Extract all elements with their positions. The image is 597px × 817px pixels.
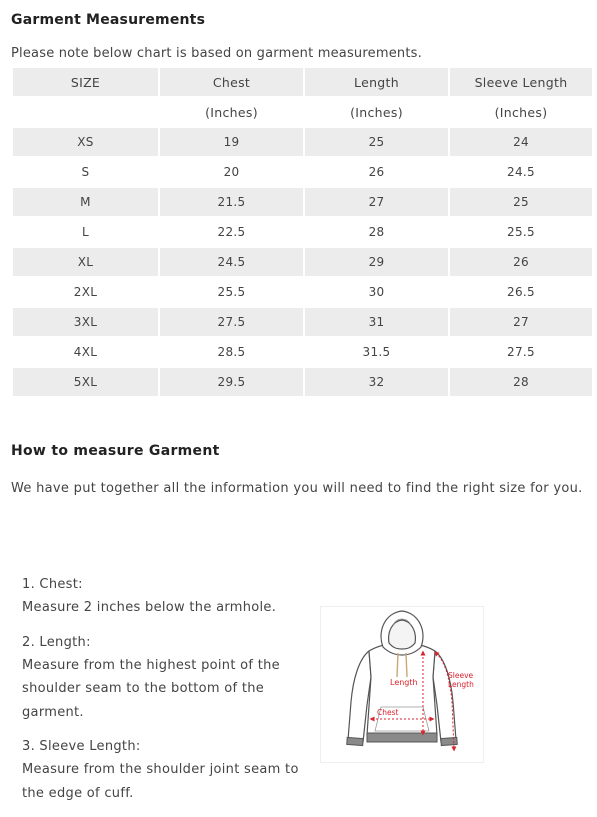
measure-intro: We have put together all the information you will need to find the right size for you. [11, 481, 583, 496]
units-length: (Inches) [304, 97, 449, 127]
units-sleeve-length: (Inches) [449, 97, 593, 127]
cell-size: 2XL [12, 277, 159, 307]
table-row [12, 187, 593, 217]
sleeve-label-line1: Sleeve [448, 671, 474, 680]
cell-sleeve-length: 24.5 [449, 157, 593, 187]
cell-size: XS [12, 127, 159, 157]
cell-chest: 27.5 [159, 307, 304, 337]
step-sleeve-length [22, 736, 312, 805]
table-row [12, 247, 593, 277]
cell-sleeve-length: 26.5 [449, 277, 593, 307]
cell-size: 3XL [12, 307, 159, 337]
cell-size: M [12, 187, 159, 217]
table-row [12, 157, 593, 187]
cell-length: 31.5 [304, 337, 449, 367]
hoodie-diagram [321, 607, 483, 762]
cell-length: 25 [304, 127, 449, 157]
header-size: SIZE [12, 67, 159, 97]
cell-length: 29 [304, 247, 449, 277]
cell-size: 4XL [12, 337, 159, 367]
waist-rib [367, 733, 437, 742]
sleeve-label-line2: Length [448, 680, 474, 689]
table-header-row [12, 67, 593, 97]
cell-chest: 19 [159, 127, 304, 157]
left-cuff [347, 737, 363, 745]
step-desc: Measure from the shoulder joint seam to the edge of cuff. [22, 762, 299, 801]
header-sleeve-length: Sleeve Length [449, 67, 593, 97]
cell-sleeve-length: 28 [449, 367, 593, 397]
drawstring-right [406, 653, 407, 677]
table-row [12, 307, 593, 337]
step-label: 3. Sleeve Length: [22, 739, 141, 754]
cell-sleeve-length: 27.5 [449, 337, 593, 367]
cell-sleeve-length: 25 [449, 187, 593, 217]
chest-label: Chest [377, 708, 399, 717]
measure-steps [22, 574, 312, 817]
cell-length: 30 [304, 277, 449, 307]
drawstring-left [397, 653, 398, 677]
hoodie-measurement-figure [320, 606, 484, 763]
cell-size: XL [12, 247, 159, 277]
cell-size: S [12, 157, 159, 187]
cell-sleeve-length: 25.5 [449, 217, 593, 247]
chart-note: Please note below chart is based on garment measurements. [11, 46, 422, 61]
cell-sleeve-length: 24 [449, 127, 593, 157]
cell-chest: 29.5 [159, 367, 304, 397]
right-cuff [441, 737, 457, 745]
step-label: 2. Length: [22, 634, 91, 650]
cell-size: 5XL [12, 367, 159, 397]
cell-chest: 25.5 [159, 277, 304, 307]
table-row [12, 337, 593, 367]
step-chest [22, 574, 312, 620]
cell-length: 26 [304, 157, 449, 187]
cell-chest: 28.5 [159, 337, 304, 367]
cell-size: L [12, 217, 159, 247]
table-row [12, 277, 593, 307]
page-title: Garment Measurements [11, 12, 206, 28]
cell-length: 27 [304, 187, 449, 217]
units-size [12, 97, 159, 127]
cell-chest: 21.5 [159, 187, 304, 217]
table-row [12, 127, 593, 157]
cell-chest: 22.5 [159, 217, 304, 247]
step-desc: Measure 2 inches below the armhole. [22, 600, 277, 615]
cell-length: 31 [304, 307, 449, 337]
size-chart-table [11, 66, 594, 398]
units-chest: (Inches) [159, 97, 304, 127]
step-length [22, 632, 312, 725]
cell-chest: 20 [159, 157, 304, 187]
table-units-row [12, 97, 593, 127]
length-label: Length [390, 678, 418, 687]
table-row [12, 367, 593, 397]
step-label: 1. Chest: [22, 577, 83, 592]
cell-sleeve-length: 26 [449, 247, 593, 277]
cell-length: 28 [304, 217, 449, 247]
table-row [12, 217, 593, 247]
header-chest: Chest [159, 67, 304, 97]
header-length: Length [304, 67, 449, 97]
cell-chest: 24.5 [159, 247, 304, 277]
cell-length: 32 [304, 367, 449, 397]
cell-sleeve-length: 27 [449, 307, 593, 337]
step-desc: Measure from the highest point of the shoulder seam to the bottom of the garment. [22, 657, 280, 720]
how-to-measure-heading: How to measure Garment [11, 443, 220, 459]
